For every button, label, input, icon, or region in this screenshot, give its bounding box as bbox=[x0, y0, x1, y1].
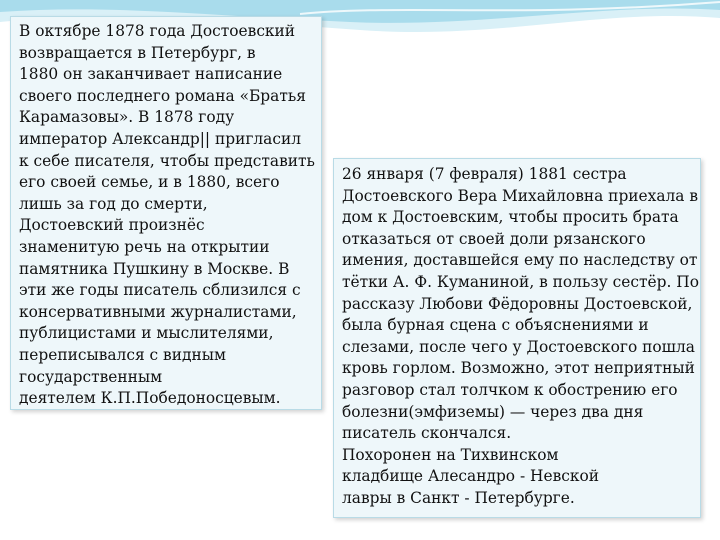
text-line: переписывался с видным bbox=[19, 345, 226, 364]
text-line: Достоевского Вера Михайловна приехала в bbox=[342, 186, 699, 205]
text-line: слезами, после чего у Достоевского пошла bbox=[342, 337, 695, 356]
text-line: 1880 он заканчивает написание bbox=[19, 65, 283, 84]
text-line: писатель скончался. bbox=[342, 424, 512, 443]
text-line: Карамазовы». В 1878 году bbox=[19, 108, 235, 127]
text-line: публицистами и мыслителями, bbox=[19, 324, 274, 343]
text-line: 26 января (7 февраля) 1881 сестра bbox=[342, 165, 627, 183]
text-line: лавры в Санкт - Петербурге. bbox=[342, 488, 575, 507]
text-line: тётки А. Ф. Куманиной, в пользу сестёр. По bbox=[342, 272, 699, 291]
text-line: дом к Достоевским, чтобы просить брата bbox=[342, 208, 679, 227]
text-line: лишь за год до смерти, bbox=[19, 194, 208, 213]
text-line: государственным bbox=[19, 367, 163, 386]
text-line: кладбище Алесандро - Невской bbox=[342, 467, 600, 486]
text-line: консервативными журналистами, bbox=[19, 302, 297, 321]
text-line: эти же годы писатель сблизился с bbox=[19, 281, 301, 300]
text-line: знаменитую речь на открытии bbox=[19, 237, 270, 256]
text-line: Достоевский произнёс bbox=[19, 216, 205, 235]
text-line: памятника Пушкину в Москве. В bbox=[19, 259, 290, 278]
text-line: император Александр|| пригласил bbox=[19, 129, 301, 148]
text-line: В октябре 1878 года Достоевский bbox=[19, 22, 296, 40]
text-line: рассказу Любови Фёдоровны Достоевской, bbox=[342, 294, 693, 313]
text-line: его своей семье, и в 1880, всего bbox=[19, 173, 280, 192]
text-line: болезни(эмфиземы) — через два дня bbox=[342, 402, 644, 421]
text-line: возвращается в Петербург, в bbox=[19, 43, 256, 62]
text-line: к себе писателя, чтобы представить bbox=[19, 151, 315, 170]
text-line: деятелем К.П.Победоносцевым. bbox=[19, 389, 281, 408]
text-line: отказаться от своей доли рязанского bbox=[342, 229, 646, 248]
right-text-box bbox=[333, 158, 701, 518]
text-line: была бурная сцена с объяснениями и bbox=[342, 316, 649, 335]
text-line: разговор стал толчком к обострению его bbox=[342, 380, 678, 399]
left-text-box bbox=[10, 16, 322, 410]
text-line: своего последнего романа «Братья bbox=[19, 86, 306, 105]
text-line: Похоронен на Тихвинском bbox=[342, 445, 559, 464]
text-line: кровь горлом. Возможно, этот неприятный bbox=[342, 359, 695, 378]
text-line: имения, доставшейся ему по наследству от bbox=[342, 251, 698, 270]
